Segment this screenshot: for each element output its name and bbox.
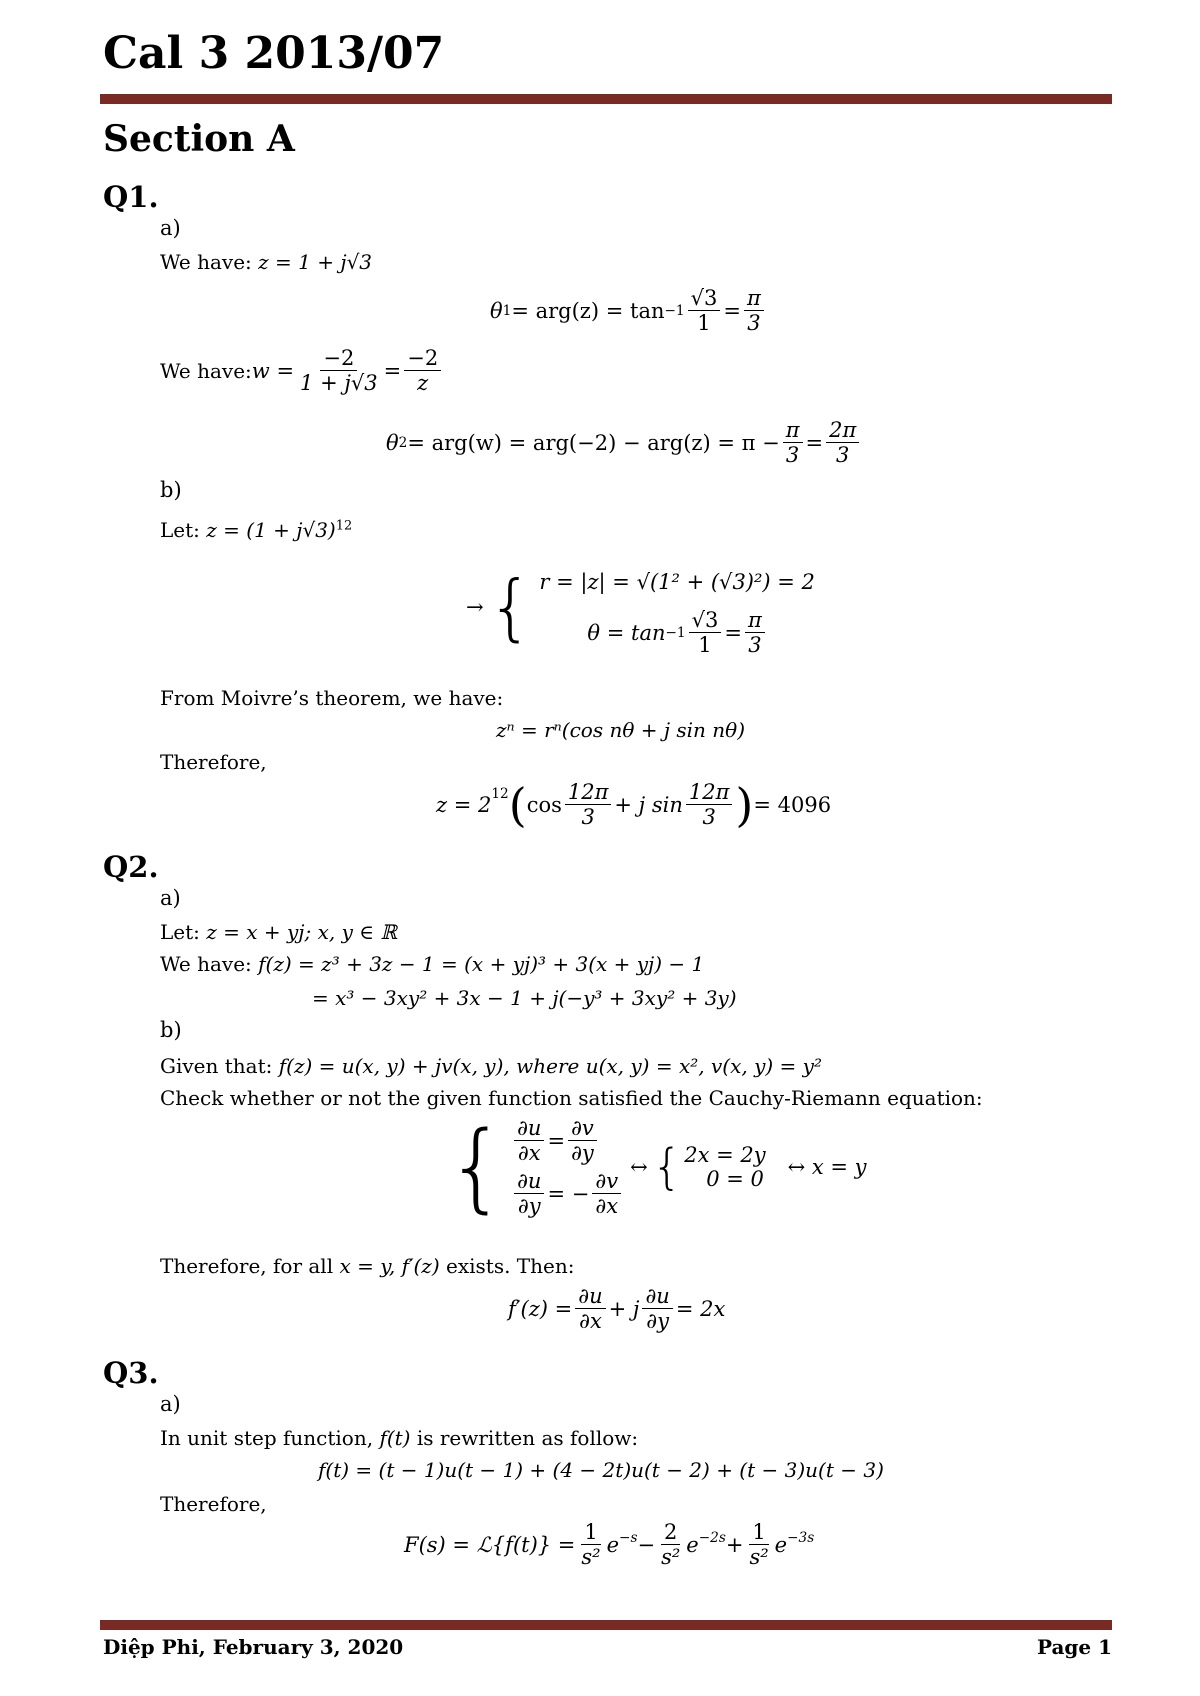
fraction: $\frac{\partial u}{\partial y}$ [514,1169,544,1218]
document-title: Cal 3 2013/07 [103,28,445,79]
q2a-label: a) [160,886,181,910]
fraction: $\frac{\partial u}{\partial y}$ [642,1284,672,1333]
header-rule [100,94,1112,104]
section-heading: Section A [103,118,295,160]
fraction: $\frac{\partial v}{\partial x}$ [592,1169,621,1218]
q1a-label: a) [160,216,181,240]
fraction: $\frac{\pi}{3}$ [745,608,765,657]
q1-heading: Q1. [103,180,159,214]
q2a-have-line: We have: f(z) = z³ + 3z − 1 = (x + yj)³ + 3(x + yj) − 1 [160,952,705,976]
footer-author-date: Diệp Phi, February 3, 2020 [103,1635,404,1659]
q2b-given-line: Given that: f(z) = u(x, y) + jv(x, y), where u(x, y) = x², v(x, y) = y² [160,1054,822,1078]
fraction: $\frac{\partial u}{\partial x}$ [575,1284,605,1333]
q1a-theta2-equation: θ 2 = arg(w) = arg(−2) − arg(z) = π − $\frac{\pi}{3}$ = $\frac{2\pi}{3}$ [386,418,862,467]
fraction: $\frac{1}{\text{s²}}$ [581,1520,601,1570]
q2b-derivative-equation: f′(z) = $\frac{\partial u}{\partial x}$ + j $\frac{\partial u}{\partial y}$ = 2x [508,1284,726,1334]
q3a-intro-line: In unit step function, f(t) is rewritten as follow: [160,1426,639,1450]
fraction: $\frac{12\pi}{3}$ [565,780,612,829]
fraction: $\frac{-2}{1 + j√3}$ [300,346,378,396]
q2b-check-line: Check whether or not the given function satisfied the Cauchy-Riemann equation: [160,1086,983,1110]
fraction: $\frac{√3}{1}$ [689,608,722,657]
footer-page-number: Page 1 [1036,1635,1112,1659]
footer-rule [100,1620,1112,1630]
q1a-line1: We have: z = 1 + j√3 [160,250,373,274]
fraction: $\frac{\partial u}{\partial x}$ [514,1116,544,1165]
q2-heading: Q2. [103,850,159,884]
q2b-therefore-line: Therefore, for all x = y, f′(z) exists. Then: [160,1254,575,1278]
fraction: $\frac{1}{\text{s²}}$ [749,1520,769,1570]
q3-heading: Q3. [103,1356,159,1390]
fraction: $\frac{√3}{1}$ [688,286,721,335]
q2b-cauchy-riemann-system: { $\frac{\partial u}{\partial x}$ = $\frac{\partial v}{\partial y}$ $\frac{\partial u}{\partial y}$ = − $\frac{\partial v}{\partial x}$ ↔ { 2x = 2y 0 = 0 ↔ x = y [446,1111,867,1224]
q1b-let-line: Let: $z = (1 + j√3)^{12}$ [160,518,353,542]
q2b-label: b) [160,1018,182,1042]
q1b-label: b) [160,478,182,502]
q3a-ft-equation: f(t) = (t − 1)u(t − 1) + (4 − 2t)u(t − 2) + (t − 3)u(t − 3) [318,1458,884,1482]
q3a-therefore: Therefore, [160,1492,267,1516]
fraction: $\frac{2\pi}{3}$ [826,418,859,467]
q2a-continuation: = x³ − 3xy² + 3x − 1 + j(−y³ + 3xy² + 3y) [312,986,737,1010]
q3a-laplace-equation: F(s) = ℒ{f(t)} = $\frac{1}{\text{s²}}$ e $^{-s}$ − $\frac{2}{\text{s²}}$ e $^{-2s}$ + $\frac{1}{\text{s²}}$ e $^{-3s}$ [404,1520,815,1570]
q1b-moivre-text: From Moivre’s theorem, we have: [160,686,504,710]
q1a-theta1-equation: θ 1 = arg(z) = tan −1 $\frac{√3}{1}$ = $\frac{\pi}{3}$ [490,286,767,335]
q1b-result-equation: z = 2 $^{12}$ ( cos $\frac{12\pi}{3}$ + j sin $\frac{12\pi}{3}$ ) = 4096 [436,777,832,832]
q1b-moivre-formula: zⁿ = rⁿ(cos nθ + j sin nθ) [496,718,746,742]
fraction: $\frac{2}{\text{s²}}$ [661,1520,681,1570]
q1a-w-equation: We have: w = $\frac{-2}{1 + j√3}$ = $\frac{-2}{z}$ [160,346,444,395]
fraction: $\frac{\pi}{3}$ [783,418,803,467]
fraction: $\frac{\partial v}{\partial y}$ [568,1116,597,1165]
fraction: $\frac{12\pi}{3}$ [686,780,733,829]
q1b-system: → { r = |z| = √(1² + (√3)²) = 2 θ = tan −1 $\frac{√3}{1}$ = $\frac{\pi}{3}$ [466,564,815,658]
q3a-label: a) [160,1392,181,1416]
fraction: $\frac{\pi}{3}$ [744,286,764,335]
q1b-therefore: Therefore, [160,750,267,774]
q2a-let-line: Let: z = x + yj; x, y ∈ ℝ [160,920,398,944]
fraction: $\frac{-2}{z}$ [404,346,441,395]
